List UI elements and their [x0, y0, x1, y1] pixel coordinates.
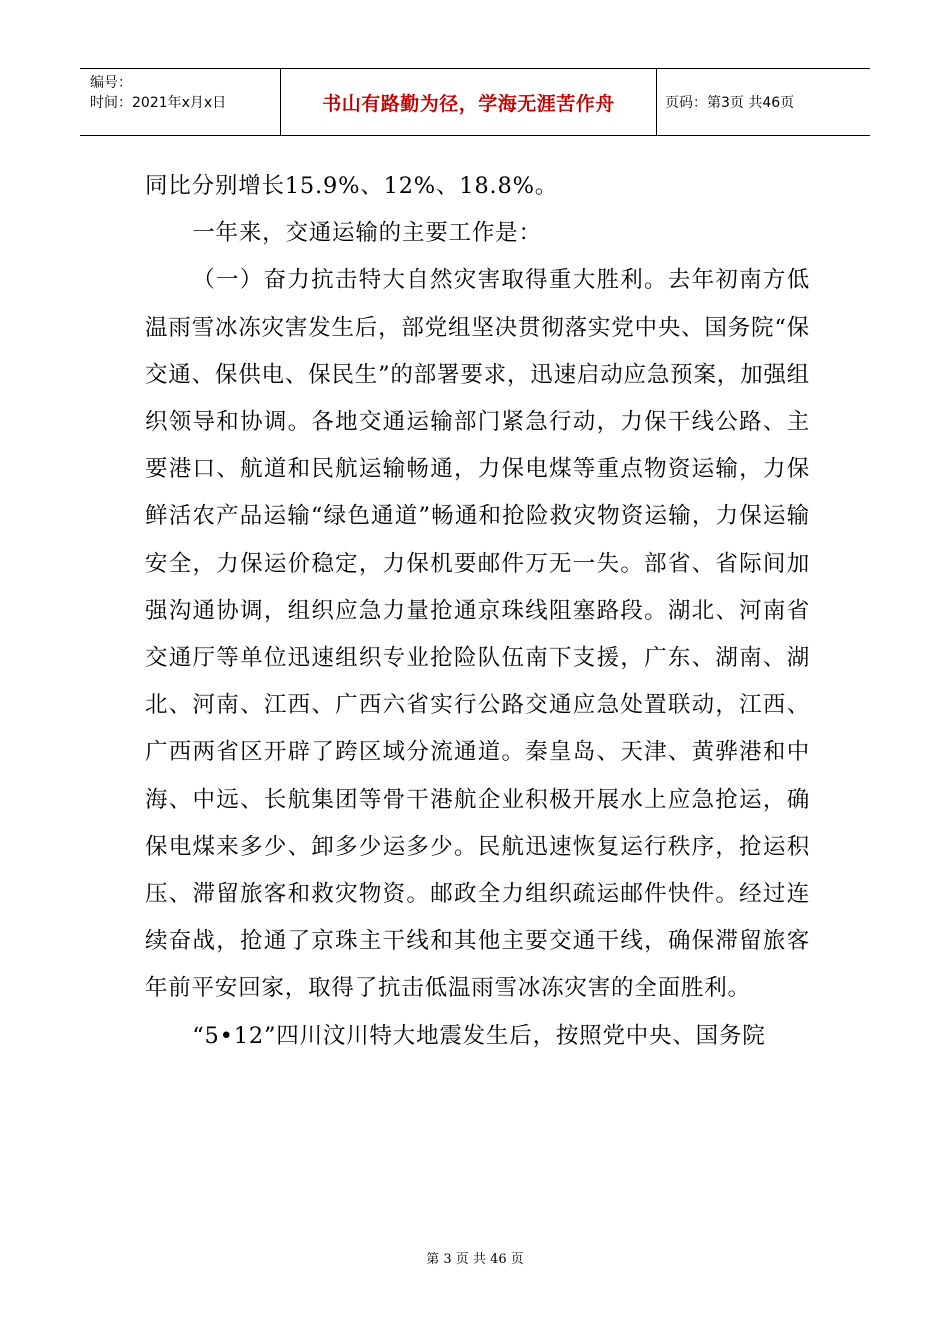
page-footer: 第 3 页 共 46 页 [426, 1252, 524, 1267]
header-motto: 书山有路勤为径，学海无涯苦作舟 [281, 69, 657, 135]
document-number-label: 编号： [90, 75, 132, 91]
document-body [145, 163, 810, 1060]
paragraph: 一年来，交通运输的主要工作是： [192, 220, 542, 247]
page-header [80, 68, 870, 136]
header-meta [80, 69, 281, 135]
paragraph: “5•12”四川汶川特大地震发生后，按照党中央、国务院 [192, 1022, 766, 1049]
document-time-label: 时间：2021年x月x日 [90, 95, 227, 111]
paragraph: （一）奋力抗击特大自然灾害取得重大胜利。去年初南方低温雨雪冰冻灾害发生后，部党组坚决贯彻落实党中央、国务院“保交通、保供电、保民生”的部署要求，迅速启动应急预案，加强组织领导和协调。各地交通运输部门紧急行动，力保干线公路、主要港口、航道和民航运输畅通，力保电煤等重点物资运输，力保鲜活农产品运输“绿色通道”畅通和抢险救灾物资运输，力保运输安全，力保运价稳定，力保机要邮件万无一失。部省、省际间加强沟通协调，组织应急力量抢通京珠线阻塞路段。湖北、河南省交通厅等单位迅速组织专业抢险队伍南下支援，广东、湖南、湖北、河南、江西、广西六省实行公路交通应急处置联动，江西、广西两省区开辟了跨区域分流通道。秦皇岛、天津、黄骅港和中海、中远、长航集团等骨干港航企业积极开展水上应急抢运，确保电煤来多少、卸多少运多少。民航迅速恢复运行秩序，抢运积压、滞留旅客和救灾物资。邮政全力组织疏运邮件快件。经过连续奋战，抢通了京珠主干线和其他主要交通干线，确保滞留旅客年前平安回家，取得了抗击低温雨雪冰冻灾害的全面胜利。 [145, 267, 810, 1002]
paragraph: 同比分别增长15.9%、12%、18.8%。 [145, 173, 559, 199]
header-page-label: 页码：第3页 共46页 [665, 95, 795, 111]
